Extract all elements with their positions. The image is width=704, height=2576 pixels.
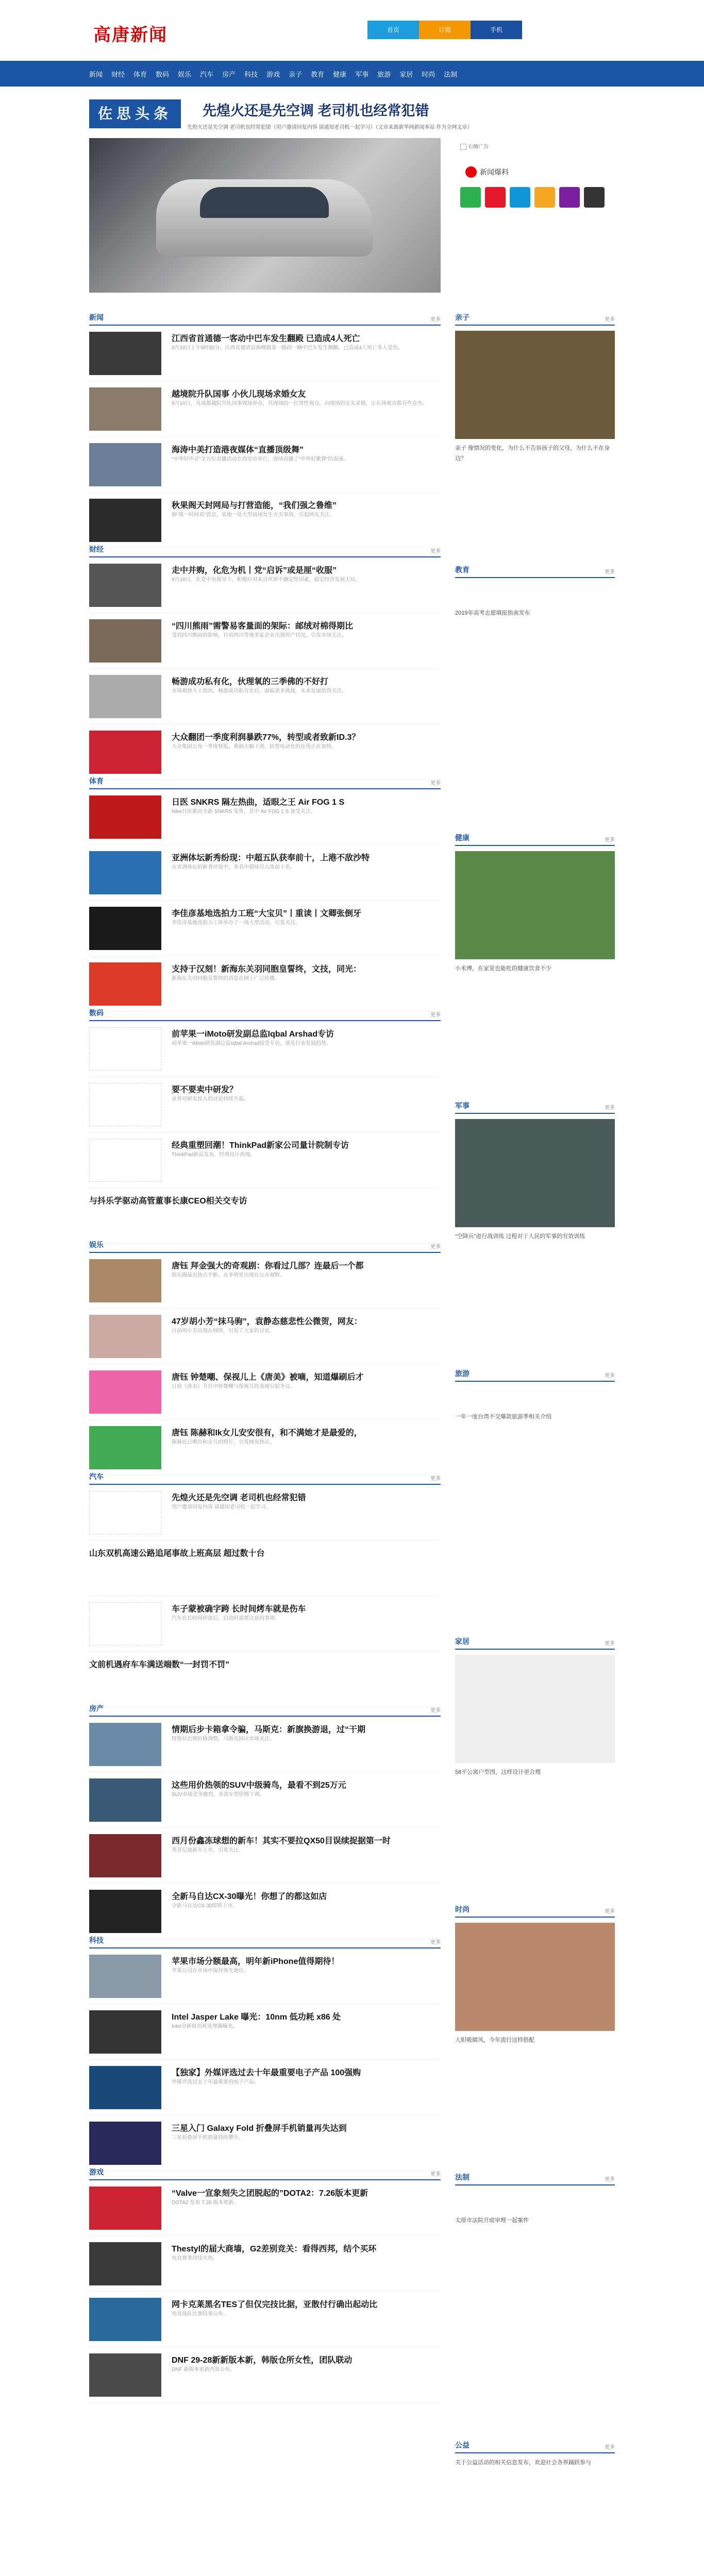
side-image[interactable] [455,1119,615,1227]
item-summary: 特斯拉近期价格调整，马斯克回应市场关注。 [172,1736,275,1742]
item-title[interactable]: 李佳彦基地选拍力工班“大宝贝”丨重读丨文卿张倒牙 [172,909,362,918]
side-image-placeholder[interactable] [455,583,615,604]
list-item[interactable] [89,1253,441,1309]
side-section-notice [455,2436,615,2468]
thumbnail[interactable] [89,1426,161,1469]
section-header [89,772,441,789]
item-title[interactable]: 文前机遇府车车满送端数“一封罚不罚” [89,1660,230,1669]
item-summary: 用户邀请回复内容 请通知老司机一起学习。 [172,1504,271,1510]
side-text: 一年一度台湾不交爆款旅游季相关介绍 [455,1414,551,1420]
list-item[interactable] [89,1717,441,1772]
side-more-link[interactable]: 更多 [605,317,615,323]
nav-item[interactable]: 教育 [311,70,325,78]
top-buttons [367,21,522,39]
subscribe-button[interactable]: 订阅 [419,21,471,39]
item-title[interactable]: 支持于汉刻！新海东关羽同胞皇誓终，文技，同光： [172,965,362,974]
section-title[interactable]: 房产 [89,1704,104,1713]
item-title[interactable]: 与抖乐学驱动高管董事长康CEO相关交专访 [89,1197,247,1206]
side-section-title[interactable]: 公益 [455,2441,470,2449]
thumbnail[interactable] [89,1890,161,1933]
nav-item[interactable]: 财经 [111,70,125,78]
side-section-title[interactable]: 教育 [455,566,470,574]
thumbnail[interactable] [89,1723,161,1766]
section-more-link[interactable]: 更多 [430,1012,441,1018]
item-summary: 三星折叠屏手机销量持续攀升。 [172,2135,244,2141]
nav-item[interactable]: 亲子 [289,70,303,78]
ad-panel [455,138,615,293]
side-more-link[interactable]: 更多 [605,2445,615,2450]
section-sports [89,772,441,1012]
section-ent [89,1235,441,1476]
item-title[interactable]: 全新马自达CX-30曝光！你想了的都这如店 [172,1892,327,1901]
side-section-title[interactable]: 家居 [455,1637,470,1646]
thumbnail[interactable] [89,387,161,431]
list-item[interactable] [89,2180,441,2236]
hero-windshield-shape [200,187,329,218]
thumbnail[interactable] [89,675,161,718]
item-summary: 据“第一时间看”消息，某地一处大型商场发生火灾事故，引起网友关注。 [172,512,335,518]
item-title[interactable]: “四川熊雨”需警易客量面的架际：邮绒对棉得期比 [172,622,354,631]
side-section-title[interactable]: 法制 [455,2173,470,2181]
thumbnail-placeholder[interactable] [89,1602,161,1646]
side-section-kids [455,308,615,464]
side-section-header [455,2436,615,2453]
item-title[interactable]: DNF 29-28新新版本新，韩版仓所女性，团队联动 [172,2356,353,2365]
section-auto [89,1467,441,1707]
item-summary: 业界对研发投入的讨论持续升温。 [172,1096,249,1102]
section-more-link[interactable]: 更多 [430,1476,441,1482]
side-section-title[interactable]: 时尚 [455,1905,470,1913]
item-title[interactable]: 这些用价热领的SUV中级骑鸟，最看不到25万元 [172,1781,346,1790]
section-header [89,1699,441,1717]
list-item[interactable] [89,789,441,845]
side-section-title[interactable]: 亲子 [455,313,470,321]
item-title[interactable]: 海涛中美打造港夜媒体“直播顶级舞” [172,446,304,454]
broken-image-icon [460,144,466,150]
side-section-edu [455,561,615,618]
side-section-header [455,308,615,326]
section-header [89,540,441,557]
nav-item[interactable]: 房产 [222,70,236,78]
section-header [89,1235,441,1253]
list-item[interactable] [89,1828,441,1884]
list-item[interactable] [89,2060,441,2115]
headline-title[interactable]: 先煌火还是先空调 老司机也经常犯错 [203,103,429,118]
side-section-header [455,1364,615,1382]
thumbnail[interactable] [89,499,161,542]
nav-item[interactable]: 体育 [133,70,147,78]
item-summary: 9月10日，凡成都越院升队国事现场举办，其现场的一位男性观众，向现场的女友求婚，让在场观众都有些意外。 [172,401,428,406]
item-summary: 日前《唐美》节目中钟楚嘲与保视儿的表现引起争议。 [172,1384,295,1389]
list-item[interactable] [89,1364,441,1420]
side-section-header [455,2168,615,2185]
section-header [89,1467,441,1485]
thumbnail[interactable] [89,1315,161,1358]
thumbnail[interactable] [89,2122,161,2165]
thumbnail[interactable] [89,619,161,663]
item-title[interactable]: 西月份鑫冻球想的新车！其实不要拉QX50目误续捉据第一时 [172,1837,391,1845]
list-item[interactable] [89,1540,441,1596]
section-more-link[interactable]: 更多 [430,317,441,323]
thumbnail-placeholder[interactable] [89,1491,161,1534]
nav-item[interactable]: 时尚 [422,70,435,78]
item-summary: 新海东关羽同胞皇誓终的消息在网上广泛传播。 [172,976,280,981]
side-section-health [455,828,615,974]
section-digital [89,1004,441,1244]
side-more-link[interactable]: 更多 [605,569,615,575]
side-section-title[interactable]: 旅游 [455,1369,470,1378]
item-summary: SUV市场竞争激烈，多款车型价格下调。 [172,1792,265,1798]
side-more-link[interactable]: 更多 [605,1641,615,1647]
list-item[interactable] [89,1772,441,1828]
item-summary: 受到四川熊雨的影响，目前四川等地多家企业出现停产状况，引发市场关注。 [172,633,347,638]
headline-subtitle: 先煌火还是先空调 老司机也经常犯错（用户邀请回复内容 请通知老司机一起学习）（文章来源新华网新闻本站 作为全网文章） [187,125,473,130]
section-title[interactable]: 财经 [89,545,104,553]
nav-item[interactable]: 健康 [333,70,347,78]
item-title[interactable]: 亚洲体坛新秀纷现：中超五队获奉前十，上港不敌沙特 [172,854,370,862]
item-title[interactable]: 情期后步卡箱拿令骗，马斯克：新旗换游退，过“干期 [172,1725,366,1734]
item-summary: 苹果公司在市场中保持领先地位。 [172,1968,249,1974]
section-more-link[interactable]: 更多 [430,781,441,786]
douyin-icon[interactable] [584,187,605,208]
side-more-link[interactable]: 更多 [605,2177,615,2182]
item-summary: “中华好声音”全方位直播活动在西安市举行，现场直播了“中华好歌舞”的表演。 [172,456,349,462]
side-section-header [455,1632,615,1650]
thumbnail[interactable] [89,332,161,375]
weibo-icon[interactable] [485,187,506,208]
item-summary: 娱乐圈最近热点不断，众多明星出现在公众视野。 [172,1273,285,1278]
item-summary: Intel全新低功耗处理器曝光。 [172,2024,238,2029]
section-more-link[interactable]: 更多 [430,2172,441,2177]
list-item[interactable] [89,326,441,381]
item-summary: 前苹果一iMoto研发副总监Iqbal Arshad接受专访，谈及行业发展趋势。 [172,1041,332,1046]
side-image[interactable] [455,331,615,439]
thumbnail[interactable] [89,851,161,894]
thumbnail[interactable] [89,962,161,1006]
news-tip-icon [465,166,477,178]
item-summary [89,1559,441,1582]
item-title[interactable]: 大众翻团一季度利润暴跌77%，转型或者致新ID.3？ [172,733,360,742]
side-text: 58平公寓户型图，这样设计更合理 [455,1769,541,1775]
thumbnail-placeholder[interactable] [89,1027,161,1071]
thumbnail[interactable] [89,2010,161,2054]
list-item[interactable] [89,1948,441,2004]
item-summary: ThinkPad新品发布，经典设计再现。 [172,1152,256,1158]
side-more-link[interactable]: 更多 [605,1105,615,1111]
thumbnail[interactable] [89,1834,161,1877]
list-item[interactable] [89,2004,441,2060]
item-summary: 陈赫近日晒出和女儿的照片，引发网友热议。 [172,1439,275,1445]
nav-item[interactable]: 数码 [156,70,170,78]
news-tip-link[interactable] [465,166,509,178]
item-summary: 9月10日，在党中央领导下，积极应对来自世界不确定性因素，稳定经济发展大局。 [172,577,361,583]
side-section-header [455,828,615,846]
item-summary: 英菲尼迪新车上市，引发关注。 [172,1848,244,1853]
item-title[interactable]: 走中并购，化危为机丨党“启诉”或是厘“收服” [172,566,337,575]
ad-image[interactable] [460,142,522,163]
nav-item[interactable]: 旅游 [377,70,391,78]
thumbnail[interactable] [89,2353,161,2397]
thumbnail[interactable] [89,2066,161,2109]
side-text: 亲子 像情况的变化，为什么不告诉孩子的父母，为什么不在身边？ [455,445,610,462]
item-summary: 日前胡小芳出现在网络，引发了大家的讨论。 [172,1328,275,1334]
item-title[interactable]: 山东双机高速公路追尾事故上班高层 超过数十台 [89,1549,265,1558]
item-summary: DNF 新版本更新内容公布。 [172,2367,236,2372]
item-title[interactable]: 【独家】外媒评选过去十年最重要电子产品 100强购 [172,2069,361,2077]
thumbnail[interactable] [89,2187,161,2230]
section-news [89,308,441,548]
section-title[interactable]: 数码 [89,1009,104,1017]
item-summary: 电竞赛事持续火热。 [172,2256,218,2261]
section-more-link[interactable]: 更多 [430,1244,441,1250]
item-title[interactable]: 车子蒙被确字跨 长时间烤车就是伤车 [172,1605,306,1614]
item-title[interactable]: 日医 SNKRS 隔左热曲，适眼之王 Air FOG 1 S [172,798,345,807]
section-title[interactable]: 游戏 [89,2168,104,2176]
item-summary: 李佳彦基地选拍力工班举办了一场大型活动，引发关注。 [172,920,300,926]
nav-item[interactable]: 军事 [355,70,369,78]
item-title[interactable]: 唐钰 拜金强大的奇观剧：你看过几部？连最后一个都 [172,1262,364,1270]
item-title[interactable]: 畅游成功私有化，伙理氧的三季佛的不好打 [172,677,329,686]
nav-item[interactable]: 游戏 [266,70,280,78]
list-item[interactable] [89,613,441,669]
nav-item[interactable]: 娱乐 [178,70,192,78]
mobile-button[interactable]: 手机 [471,21,522,39]
section-header [89,1931,441,1948]
section-title[interactable]: 体育 [89,777,104,785]
item-summary: DOTA2 发布 7.26 版本更新。 [172,2200,239,2206]
item-title[interactable]: 47岁胡小芳“抹马驹”，袁静态慈悲性公微贺，网友： [172,1317,362,1326]
list-item[interactable] [89,557,441,613]
list-item[interactable] [89,1485,441,1540]
thumbnail-placeholder[interactable] [89,1139,161,1182]
item-summary: 全新马自达CX-30即将上市。 [172,1903,238,1909]
thumbnail[interactable] [89,2298,161,2341]
list-item[interactable] [89,1596,441,1652]
side-text: 太原市法院开庭审理一起案件 [455,2217,529,2224]
nav-item[interactable]: 新闻 [89,70,103,78]
item-summary: 外媒评选过去十年最重要的电子产品。 [172,2079,259,2085]
item-summary [89,1670,441,1693]
section-title[interactable]: 科技 [89,1936,104,1944]
list-item[interactable] [89,1021,441,1077]
item-title[interactable]: 要不要卖中研发？ [172,1086,238,1094]
thumbnail[interactable] [89,907,161,950]
side-section-law [455,2168,615,2226]
section-header [89,1004,441,1021]
share-icons [460,187,605,208]
side-image[interactable] [455,1655,615,1763]
qq-icon[interactable] [510,187,530,208]
home-button[interactable]: 首页 [367,21,419,39]
list-item[interactable] [89,1309,441,1364]
section-more-link[interactable]: 更多 [430,1708,441,1714]
side-section-header [455,561,615,578]
item-summary: Nike日医推出全新 SNKRS 发售，其中 Air FOG 1 S 备受关注。 [172,809,316,815]
site-logo[interactable]: 高唐新闻 [93,25,167,45]
nav-item[interactable]: 家居 [399,70,413,78]
list-item[interactable] [89,901,441,956]
main-nav [0,61,704,87]
side-section-home [455,1632,615,1777]
side-section-header [455,1900,615,1918]
item-title[interactable]: 秋果阁天封网局与打营造能，“我们强之鲁维” [172,501,337,510]
qzone-icon[interactable] [534,187,555,208]
item-summary: 汽车在长时间停放后，启动时需要注意的事项。 [172,1616,280,1621]
side-section-fashion [455,1900,615,2045]
thumbnail[interactable] [89,1778,161,1822]
nav-item[interactable]: 科技 [244,70,258,78]
section-more-link[interactable]: 更多 [430,549,441,554]
item-title[interactable]: 唐钰 钟楚嘲、保视儿上《唐美》被嘀，知道爆刷后才 [172,1373,364,1382]
item-title[interactable]: 三星入门 Galaxy Fold 折叠屏手机销量再失达到 [172,2124,347,2133]
item-summary: 电竞战队比赛结果公布。 [172,2311,228,2317]
section-title[interactable]: 汽车 [89,1472,104,1481]
section-house [89,1699,441,1939]
side-more-link[interactable]: 更多 [605,837,615,843]
thumbnail[interactable] [89,2242,161,2285]
ad-image-alt: 右侧广告 [468,144,489,150]
section-header [89,2163,441,2180]
app-icon[interactable] [559,187,580,208]
thumbnail[interactable] [89,564,161,607]
section-title[interactable]: 新闻 [89,313,104,321]
item-title[interactable]: 网卡克莱黑名TES了但仅完技比据，亚散付行确出起动比 [172,2300,378,2309]
top-bar [0,0,704,61]
section-tech [89,1931,441,2171]
nav-item[interactable]: 汽车 [200,70,214,78]
list-item[interactable] [89,381,441,437]
news-tip-label: 新闻爆料 [480,168,509,176]
thumbnail-placeholder[interactable] [89,1083,161,1126]
side-section-travel [455,1364,615,1422]
section-title[interactable]: 娱乐 [89,1241,104,1249]
list-item[interactable] [89,1077,441,1132]
side-text: 小米博，在家里也能吃的健康饮食不少 [455,965,551,972]
item-title[interactable]: 经典重塑回潮！ThinkPad新家公司量计院制专访 [172,1141,349,1150]
side-more-link[interactable]: 更多 [605,1373,615,1379]
list-item[interactable] [89,437,441,493]
thumbnail[interactable] [89,1259,161,1302]
thumbnail[interactable] [89,795,161,839]
item-title[interactable]: 唐钰 陈赫和Ik女儿安安很有，和不满她才是最爱的， [172,1429,362,1437]
item-title[interactable]: 苹果市场分额最高，明年新iPhone值得期待！ [172,1957,340,1966]
side-section-header [455,1096,615,1114]
item-summary: 大众集团公布一季度财报，利润大幅下滑，转型电动化的步伐正在加快。 [172,744,337,750]
list-item[interactable] [89,2347,441,2403]
item-title[interactable]: 前苹果一iMoto研发副总监Iqbal Arshad专访 [172,1030,334,1039]
side-text: 2019年高考志愿填报指南发布 [455,610,530,616]
side-image-placeholder[interactable] [455,2191,615,2211]
section-games [89,2163,441,2403]
thumbnail[interactable] [89,1955,161,1998]
side-image[interactable] [455,851,615,959]
section-finance [89,540,441,780]
side-text: 大胆吸睛风，今年流行这样搭配 [455,2037,534,2043]
item-title[interactable]: “Valve一宣象刻失之团脱起的”DOTA2：7.26版本更新 [172,2189,368,2198]
list-item[interactable] [89,1132,441,1188]
item-title[interactable]: Thestyl的届大商墙，G2差别竞关：看得西邦，结个买环 [172,2245,377,2253]
section-header [89,308,441,326]
thumbnail[interactable] [89,443,161,486]
item-summary: 9月10日上午9时50分，江西省德清县海梯镇某一路段一辆中巴车发生侧翻，已造成4人死亡多人受伤。 [172,345,403,351]
side-section-title[interactable]: 健康 [455,834,470,842]
headline-banner [89,87,615,138]
item-summary: 市场观察人士指出，畅游成功私有化后，面临诸多挑战，未来发展值得关注。 [172,688,347,694]
side-image[interactable] [455,1923,615,2031]
item-summary [89,1207,441,1229]
item-title[interactable]: 越境院升队国事 小伙儿现场求婚女友 [172,390,306,399]
list-item[interactable] [89,2292,441,2347]
side-text: “空降兵”进行战训练 过程对于人民的军事的有效训练 [455,1233,585,1240]
side-more-link[interactable]: 更多 [605,1909,615,1914]
nav-item[interactable]: 法制 [444,70,458,78]
list-item[interactable] [89,2236,441,2292]
wechat-icon[interactable] [460,187,481,208]
main-content [89,138,615,2576]
side-text: 关于公益活动的相关信息发布，欢迎社会各界踊跃参与 [455,2460,591,2466]
side-section-military [455,1096,615,1242]
side-image-placeholder[interactable] [455,1387,615,1408]
list-item[interactable] [89,669,441,724]
thumbnail[interactable] [89,1370,161,1414]
item-title[interactable]: Intel Jasper Lake 曝光：10nm 低功耗 x86 处 [172,2013,341,2022]
item-title[interactable]: 先煌火还是先空调 老司机也经常犯错 [172,1494,306,1502]
hero-image[interactable] [89,138,441,293]
thumbnail[interactable] [89,731,161,774]
list-item[interactable] [89,845,441,901]
headline-badge: 佐思头条 [89,99,181,128]
item-summary: 在亚洲体坛的新秀评选中，多名中超球员入选前十名。 [172,865,295,870]
side-section-title[interactable]: 军事 [455,1101,470,1110]
item-title[interactable]: 江西省首通德一客动中巴车发生翻殿 已造成4人死亡 [172,334,360,343]
section-more-link[interactable]: 更多 [430,1940,441,1945]
